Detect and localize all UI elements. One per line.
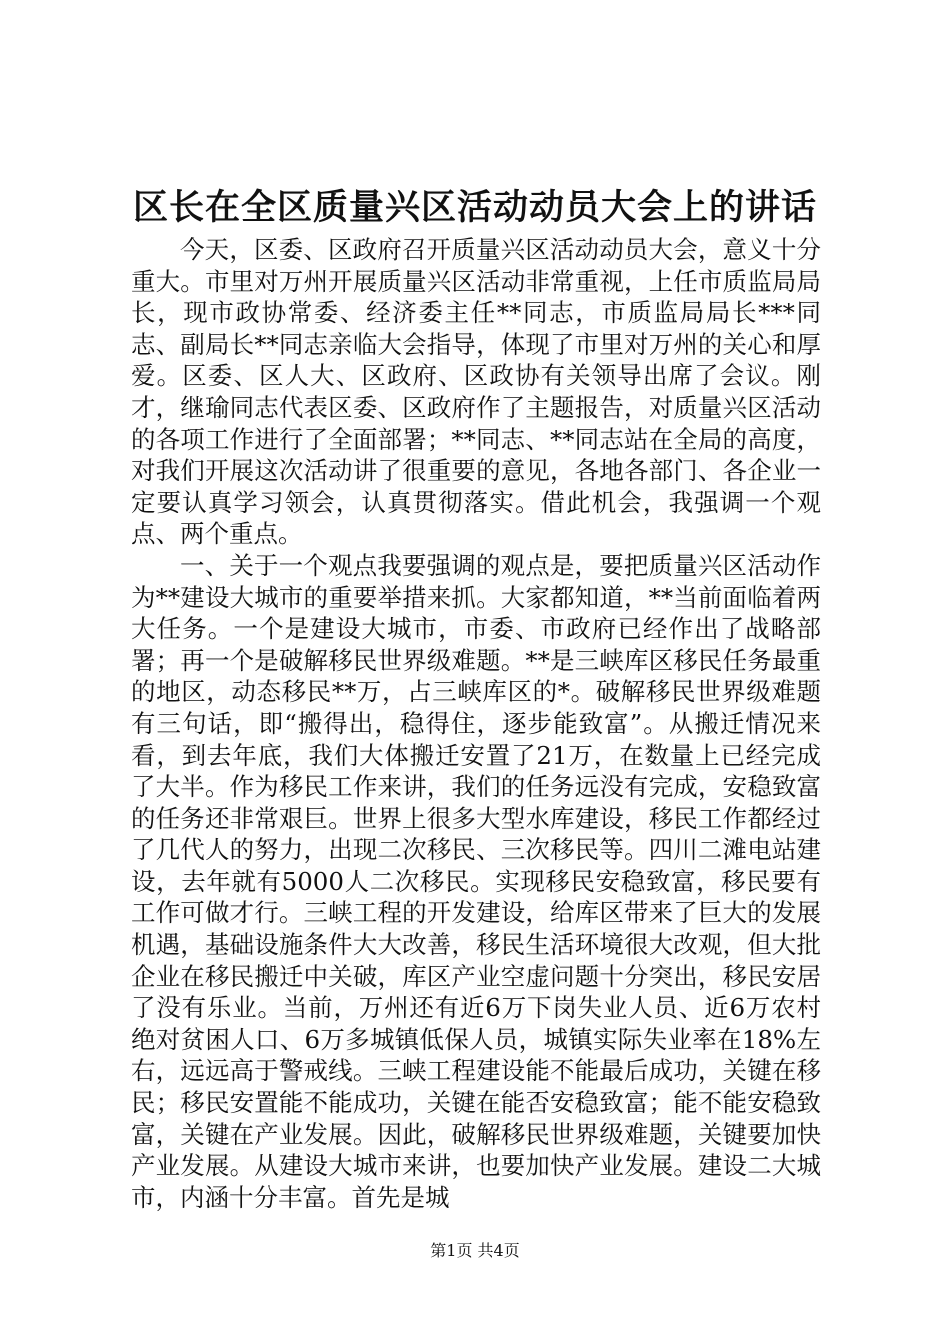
- page-number-footer: 第1页 共4页: [430, 1241, 520, 1260]
- paragraph-1: 今天，区委、区政府召开质量兴区活动动员大会，意义十分重大。市里对万州开展质量兴区活动非常重视，上任市质监局局长，现市政协常委、经济委主任**同志，市质监局局长***同志、副局长**同志亲临大会指导，体现了市里对万州的关心和厚爱。区委、区人大、区政府、区政协有关领导出席了会议。刚才，继瑜同志代表区委、区政府作了主题报告，对质量兴区活动的各项工作进行了全面部署；**同志、**同志站在全局的高度，对我们开展这次活动讲了很重要的意见，各地各部门、各企业一定要认真学习领会，认真贯彻落实。借此机会，我强调一个观点、两个重点。: [131, 235, 821, 549]
- document-title: 区长在全区质量兴区活动动员大会上的讲话: [132, 187, 817, 228]
- paragraph-2: 一、关于一个观点我要强调的观点是，要把质量兴区活动作为**建设大城市的重要举措来抓。大家都知道，**当前面临着两大任务。一个是建设大城市，市委、市政府已经作出了战略部署；再一个是破解移民世界级难题。**是三峡库区移民任务最重的地区，动态移民**万，占三峡库区的*。破解移民世界级难题有三句话，即“搬得出，稳得住，逐步能致富”。从搬迁情况来看，到去年底，我们大体搬迁安置了21万，在数量上已经完成了大半。作为移民工作来讲，我们的任务远没有完成，安稳致富的任务还非常艰巨。世界上很多大型水库建设，移民工作都经过了几代人的努力，出现二次移民、三次移民等。四川二滩电站建设，去年就有5000人二次移民。实现移民安稳致富，移民要有工作可做才行。三峡工程的开发建设，给库区带来了巨大的发展机遇，基础设施条件大大改善，移民生活环境很大改观，但大批企业在移民搬迁中关破，库区产业空虚问题十分突出，移民安居了没有乐业。当前，万州还有近6万下岗失业人员、近6万农村绝对贫困人口、6万多城镇低保人员，城镇实际失业率在18%左右，远远高于警戒线。三峡工程建设能不能最后成功，关键在移民；移民安置能不能成功，关键在能否安稳致富；能不能安稳致富，关键在产业发展。因此，破解移民世界级难题，关键要加快产业发展。从建设大城市来讲，也要加快产业发展。建设二大城市，内涵十分丰富。首先是城: [131, 550, 821, 1212]
- document-body: [131, 234, 821, 1213]
